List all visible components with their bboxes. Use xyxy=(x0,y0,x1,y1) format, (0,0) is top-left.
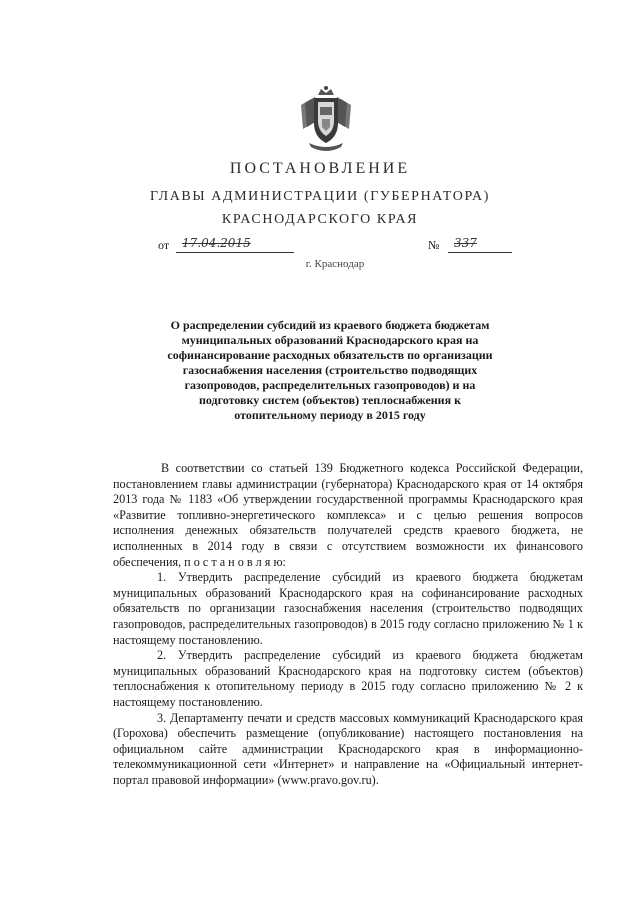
heading-line: софинансирование расходных обязательств по организации xyxy=(167,348,493,362)
coat-of-arms-icon xyxy=(297,85,355,155)
heading-line: муниципальных образований Краснодарского края на xyxy=(181,333,479,347)
city: г. Краснодар xyxy=(305,258,365,270)
issuer-line-1: ГЛАВЫ АДМИНИСТРАЦИИ (ГУБЕРНАТОРА) xyxy=(149,189,491,204)
document-body xyxy=(113,461,583,788)
heading-line: подготовку систем (объектов) теплоснабжения к xyxy=(198,393,461,407)
document-heading xyxy=(150,318,510,423)
date-label: от xyxy=(158,238,170,252)
body-paragraph-item-1: 1. Утвердить распределение субсидий из краевого бюджета бюджетам муниципальных образований Краснодарского края на софинансирование расходных обязательств по организации газоснабжения населения (строительство подводящих газопроводов, распределительных газопроводов) в 2015 году согласно приложению № 1 к настоящему постановлению. xyxy=(113,570,583,647)
date-value: 17.04.2015 xyxy=(182,236,251,250)
heading-line: О распределении субсидий из краевого бюджета бюджетам xyxy=(170,318,490,332)
body-paragraph-preamble: В соответствии со статьей 139 Бюджетного кодекса Российской Федерации, постановлением главы администрации (губернатора) Краснодарского края от 14 октября 2013 года № 1183 «Об утверждении государственной программы Краснодарского края «Развитие топливно-энергетического комплекса» и с целью решения вопросов исполнения денежных обязательств получателей средств краевого бюджета, не исполненных в 2014 году в связи с отсутствием возможности их финансового обеспечения, п о с т а н о в л я ю: xyxy=(113,461,583,569)
heading-line: газопроводов, распределительных газопроводов) и на xyxy=(184,378,476,392)
date-underline xyxy=(176,252,294,253)
body-paragraph-item-2: 2. Утвердить распределение субсидий из краевого бюджета бюджетам муниципальных образований Краснодарского края на подготовку систем (объектов) теплоснабжения к отопительному периоду в 2015 году согласно приложению № 2 к настоящему постановлению. xyxy=(113,648,583,709)
number-underline xyxy=(448,252,512,253)
heading-line: газоснабжения населения (строительство подводящих xyxy=(182,363,478,377)
body-paragraph-item-3: 3. Департаменту печати и средств массовых коммуникаций Краснодарского края (Горохова) обеспечить размещение (опубликование) настоящего постановления на официальном сайте администрации Краснодарского края в информационно-телекоммуникационной сети «Интернет» и направление на «Официальный интернет-портал правовой информации» (www.pravo.gov.ru). xyxy=(113,710,583,787)
heading-line: отопительному периоду в 2015 году xyxy=(234,408,426,422)
number-label: № xyxy=(428,238,440,252)
number-value: 337 xyxy=(454,236,477,250)
document-title: ПОСТАНОВЛЕНИЕ xyxy=(229,160,411,177)
issuer-line-2: КРАСНОДАРСКОГО КРАЯ xyxy=(221,212,419,227)
